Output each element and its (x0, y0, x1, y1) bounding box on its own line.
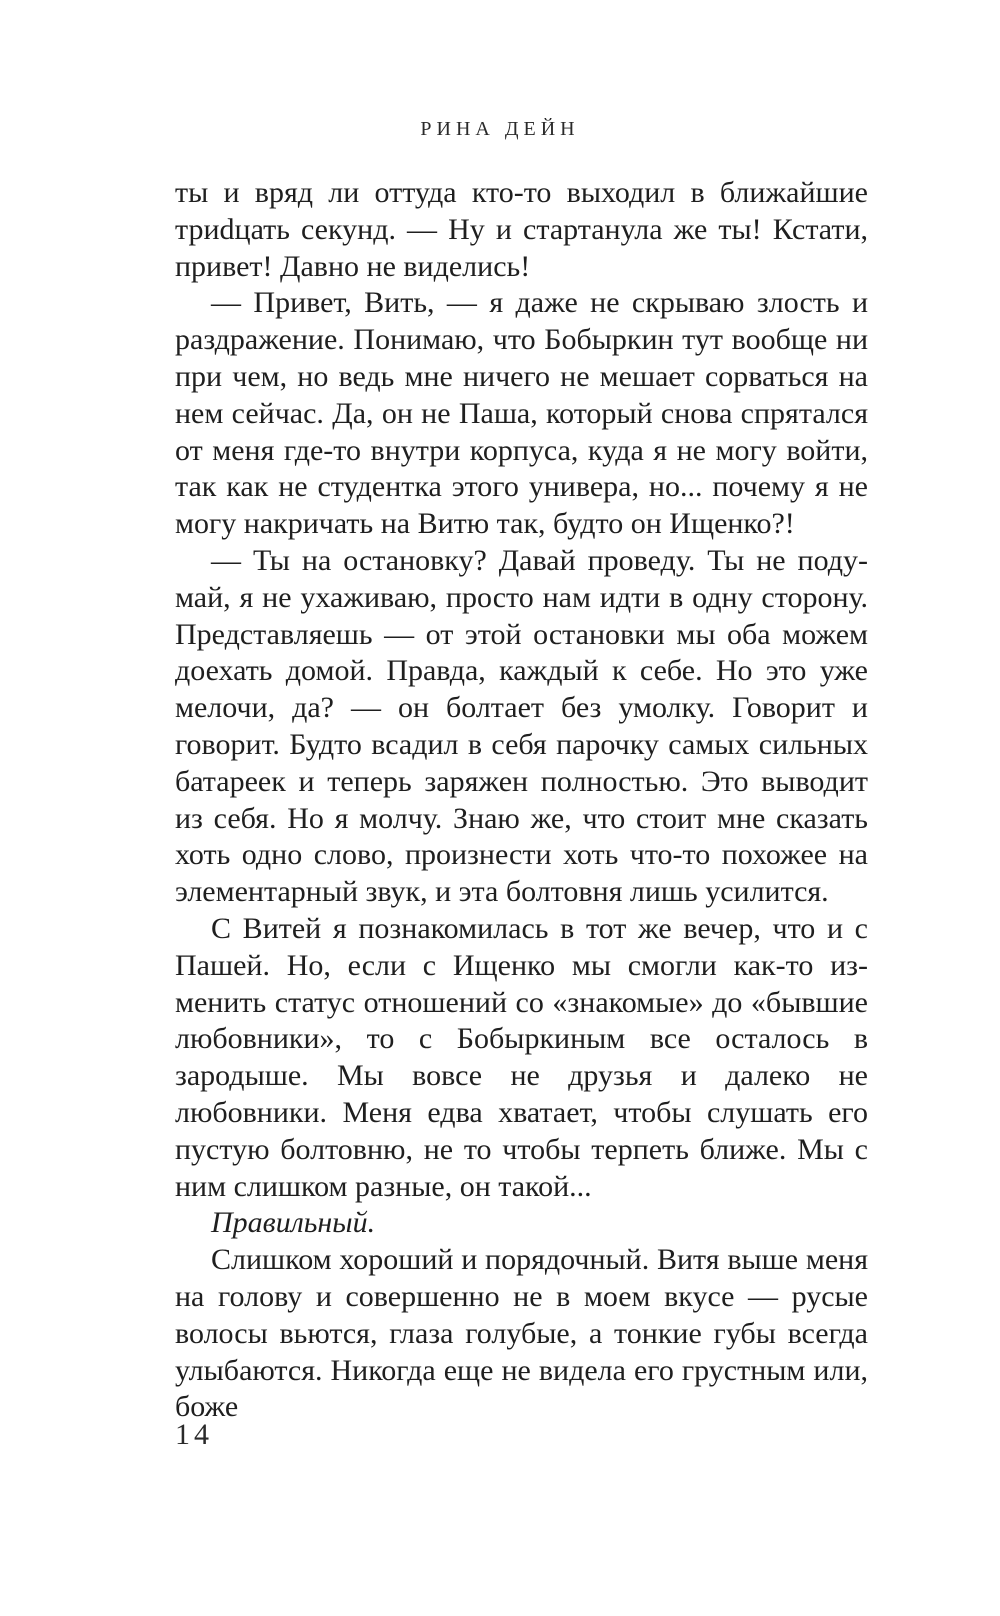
page-number: 14 (175, 1418, 213, 1451)
body-text (175, 175, 868, 1426)
running-head-author: РИНА ДЕЙН (420, 118, 580, 140)
paragraph-2: — Привет, Вить, — я даже не скрываю злость и раздражение. Понимаю, что Бобыркин тут вообще ни при чем, но ведь мне ничего не мешает сорваться на нем сейчас. Да, он не Паша, который снова спрятался от меня где-то внутри корпуса, куда я не могу войти, так как не студентка этого универа, но... почему я не могу накричать на Витю так, будто он Ищенко?! (175, 286, 868, 541)
paragraph-4: С Витей я познакомилась в тот же вечер, что и с Пашей. Но, если с Ищенко мы смогли как-то изменить статус отношений со «знакомые» до «бывшие любовники», то с Бобыркиным все осталось в зародыше. Мы вовсе не друзья и далеко не любовники. Меня едва хватает, чтобы слушать его пустую болтовню, не то чтобы терпеть ближе. Мы с ним слишком разные, он такой... (175, 911, 868, 1203)
paragraph-5-italic: Правильный. (211, 1206, 376, 1240)
paragraph-1: ты и вряд ли оттуда кто-то выходил в ближайшие триdцать секунд. — Ну и стартанула же ты! Кстати, привет! Давно не виделись! (175, 176, 868, 283)
paragraph-3: — Ты на остановку? Давай проведу. Ты не подумай, я не ухаживаю, просто нам идти в одну сторону. Представляешь — от этой остановки мы оба можем доехать домой. Правда, каждый к себе. Но это уже мелочи, да? — он болтает без умолку. Говорит и говорит. Будто всадил в себя парочку самых сильных батареек и теперь заряжен полностью. Это выводит из себя. Но я молчу. Знаю же, что стоит мне сказать хоть одно слово, произнести хоть что-то похожее на элементарный звук, и эта болтовня лишь усилится. (175, 543, 868, 909)
paragraph-6: Слишком хороший и порядочный. Витя выше меня на голову и совершенно не в моем вкусе — русые волосы вьются, глаза голубые, а тонкие губы всегда улыбаются. Никогда еще не видела его грустным или, боже (175, 1243, 868, 1424)
